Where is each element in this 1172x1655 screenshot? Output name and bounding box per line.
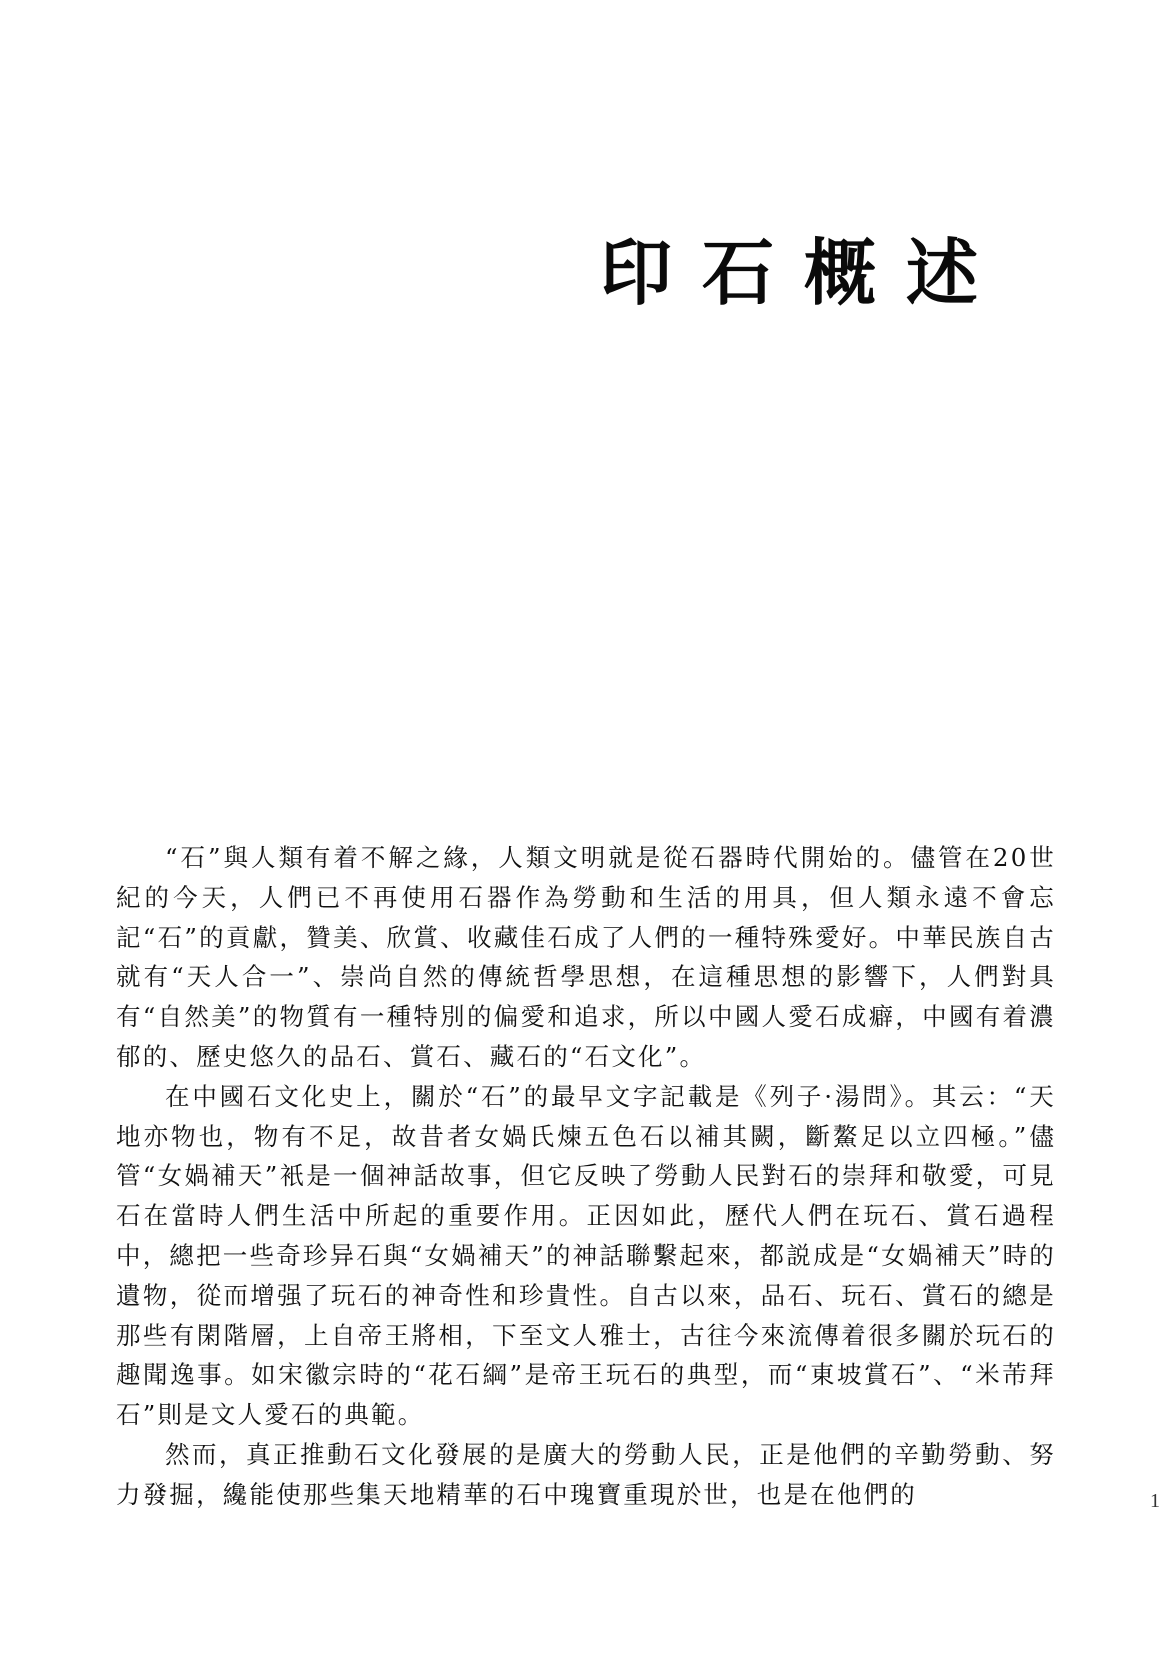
paragraph-1: “石”與人類有着不解之緣，人類文明就是從石器時代開始的。儘管在20世紀的今天，人們已不再使用石器作為勞動和生活的用具，但人類永遠不會忘記“石”的貢獻，贊美、欣賞、收藏佳石成了人們的一種特殊愛好。中華民族自古就有“天人合一”、崇尚自然的傳統哲學思想，在這種思想的影響下，人們對具有“自然美”的物質有一種特別的偏愛和追求，所以中國人愛石成癖，中國有着濃郁的、歷史悠久的品石、賞石、藏石的“石文化”。 [116, 843, 1056, 1071]
body-text [116, 838, 1056, 1515]
page-title: 印石概述 [600, 230, 1009, 315]
paragraph-3: 然而，真正推動石文化發展的是廣大的勞動人民，正是他們的辛勤勞動、努力發掘，纔能使那些集天地精華的石中瑰寶重現於世，也是在他們的 [116, 1439, 1056, 1509]
page-number: 1 [1150, 1490, 1160, 1512]
paragraph-2: 在中國石文化史上，關於“石”的最早文字記載是《列子·湯問》。其云：“天地亦物也，物有不足，故昔者女媧氏煉五色石以補其闕，斷鰲足以立四極。”儘管“女媧補天”衹是一個神話故事，但它反映了勞動人民對石的崇拜和敬愛，可見石在當時人們生活中所起的重要作用。正因如此，歷代人們在玩石、賞石過程中，總把一些奇珍异石與“女媧補天”的神話聯繫起來，都説成是“女媧補天”時的遺物，從而增强了玩石的神奇性和珍貴性。自古以來，品石、玩石、賞石的總是那些有閑階層，上自帝王將相，下至文人雅士，古往今來流傳着很多關於玩石的趣聞逸事。如宋徽宗時的“花石綱”是帝王玩石的典型，而“東坡賞石”、“米芾拜石”則是文人愛石的典範。 [116, 1081, 1056, 1430]
